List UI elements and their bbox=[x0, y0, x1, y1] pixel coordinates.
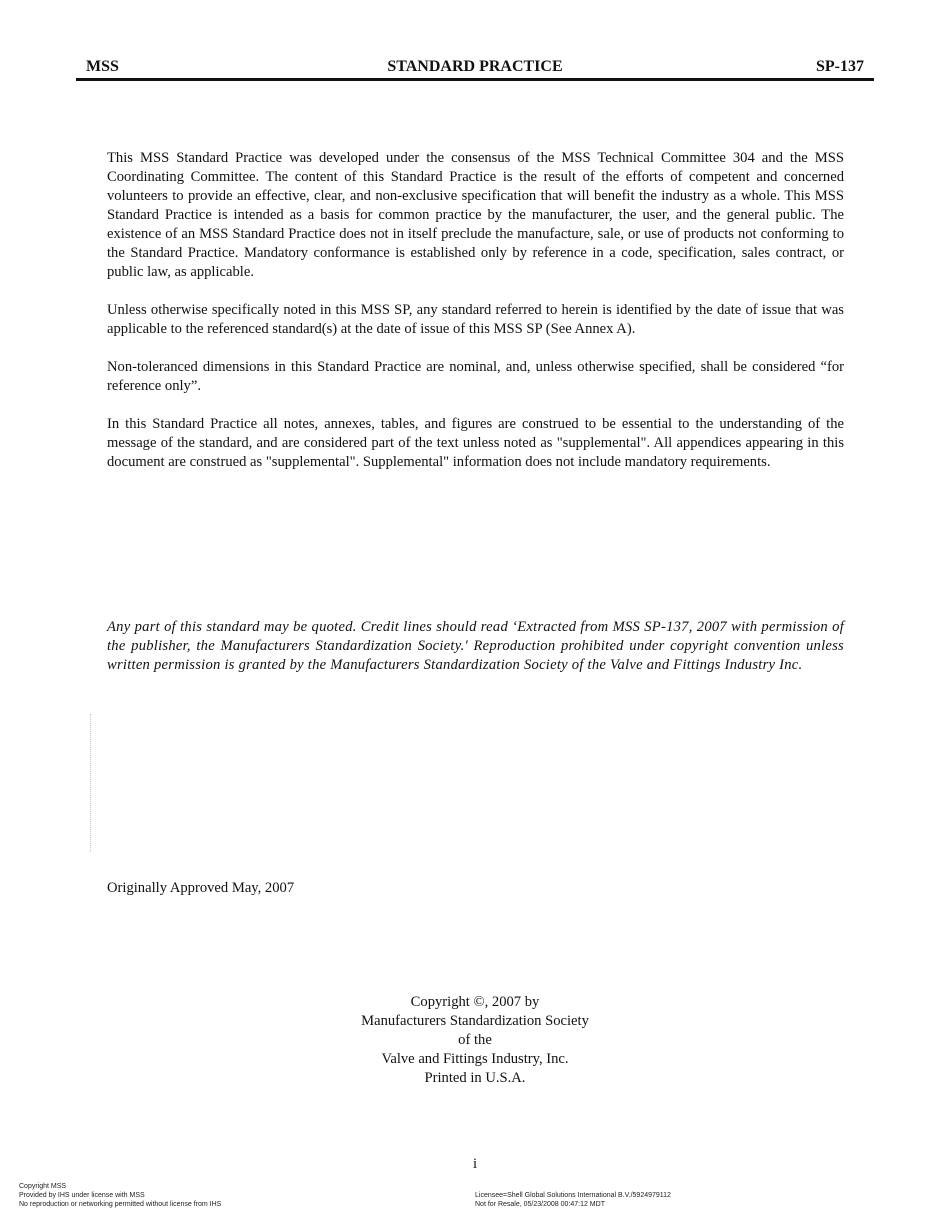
footer-line: Licensee=Shell Global Solutions International B.V./5924979112 bbox=[475, 1192, 671, 1199]
margin-mark bbox=[90, 714, 92, 852]
footer-line: Copyright MSS bbox=[19, 1183, 67, 1190]
footer-line: No reproduction or networking permitted without license from IHS bbox=[19, 1201, 222, 1208]
header-doc-number: SP-137 bbox=[816, 58, 864, 75]
footer-line: Not for Resale, 05/23/2008 00:47:12 MDT bbox=[475, 1201, 605, 1208]
copyright-line: Printed in U.S.A. bbox=[424, 1070, 526, 1086]
copyright-line: Copyright ©, 2007 by bbox=[410, 994, 540, 1010]
header-title: STANDARD PRACTICE bbox=[387, 58, 563, 75]
quote-notice: Any part of this standard may be quoted. Credit lines should read ‘Extracted from MSS SP-137, 2007 with permission of the publisher, the Manufacturers Standardization Society.' Reproduction prohibited under copyright convention unless written permission is granted by the Manufacturers Standardization Society of the Valve and Fittings Industry Inc. bbox=[107, 619, 844, 673]
footer-left bbox=[19, 1182, 221, 1209]
footer-line: Provided by IHS under license with MSS bbox=[19, 1192, 145, 1199]
page-number: i bbox=[472, 1156, 478, 1172]
paragraph-supplemental: In this Standard Practice all notes, annexes, tables, and figures are construed to be essential to the understanding of the message of the standard, and are considered part of the text unless noted as "supplemental". All appendices appearing in this document are construed as "supplemental". Supplemental" information does not include mandatory requirements. bbox=[107, 416, 844, 470]
copyright-line: Manufacturers Standardization Society bbox=[361, 1013, 589, 1029]
copyright-block bbox=[275, 993, 675, 1088]
copyright-line: Valve and Fittings Industry, Inc. bbox=[381, 1051, 569, 1067]
copyright-line: of the bbox=[458, 1032, 492, 1048]
approval-date: Originally Approved May, 2007 bbox=[107, 880, 295, 896]
paragraph-non-toleranced: Non-toleranced dimensions in this Standard Practice are nominal, and, unless otherwise specified, shall be considered “for reference only”. bbox=[107, 359, 844, 394]
paragraph-consensus: This MSS Standard Practice was developed under the consensus of the MSS Technical Committee 304 and the MSS Coordinating Committee. The content of this Standard Practice is the result of the efforts of competent and concerned volunteers to provide an effective, clear, and non-exclusive specification that will benefit the industry as a whole. This MSS Standard Practice is intended as a basis for common practice by the manufacturer, the user, and the general public. The existence of an MSS Standard Practice does not in itself preclude the manufacture, sale, or use of products not conforming to the Standard Practice. Mandatory conformance is established only by reference in a code, specification, sales contract, or public law, as applicable. bbox=[107, 150, 844, 280]
page-header bbox=[76, 58, 874, 78]
body-paragraphs bbox=[107, 149, 844, 491]
footer-right bbox=[475, 1191, 671, 1209]
header-rule bbox=[76, 78, 874, 81]
header-org: MSS bbox=[86, 58, 119, 75]
paragraph-referenced-standards: Unless otherwise specifically noted in this MSS SP, any standard referred to herein is identified by the date of issue that was applicable to the referenced standard(s) at the date of issue of this MSS SP (See Annex A). bbox=[107, 302, 844, 337]
